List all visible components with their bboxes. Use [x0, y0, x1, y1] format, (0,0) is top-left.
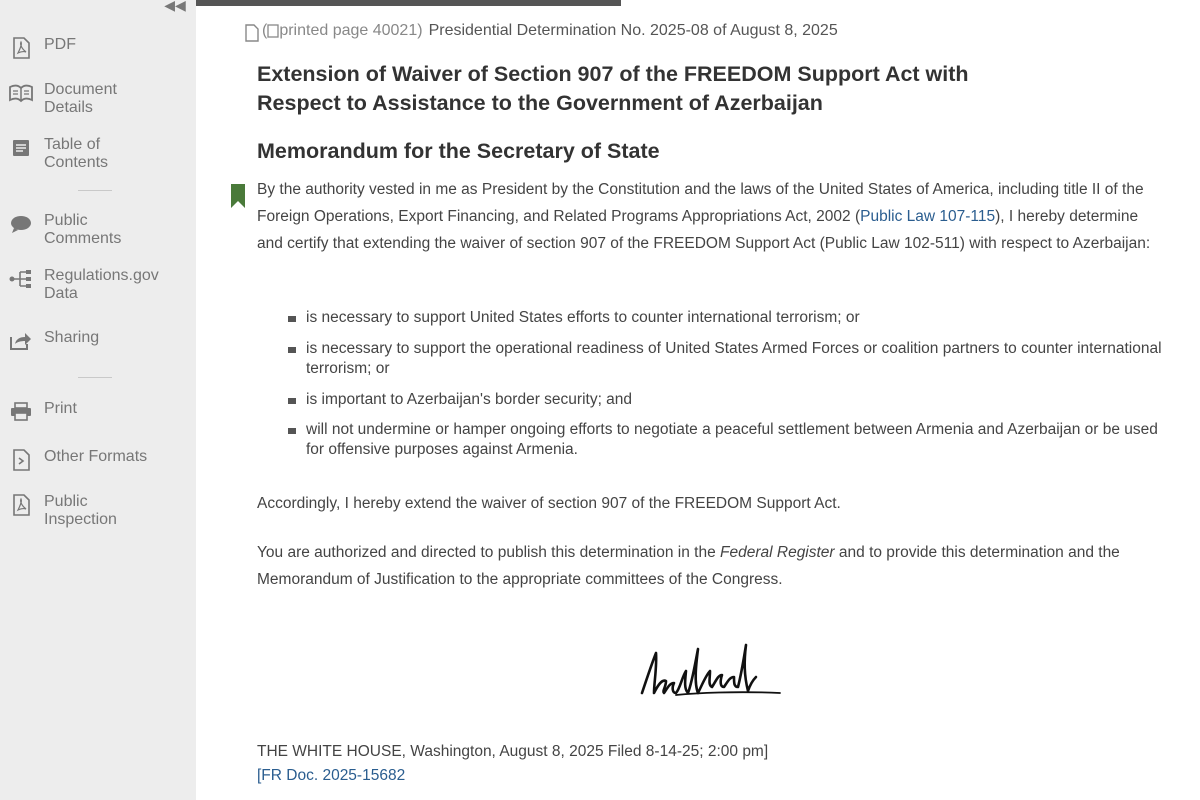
document-title-line: Extension of Waiver of Section 907 of the FREEDOM Support Act with: [257, 62, 969, 86]
pdf-icon: [8, 493, 34, 517]
tree-icon: [8, 267, 34, 291]
presidential-signature: [636, 625, 796, 715]
sidebar-item-label: Table of Contents: [44, 136, 109, 171]
list-item: will not undermine or hamper ongoing efforts to negotiate a peaceful settlement between Armenia and Azerbaijan or be used for offensive purposes against Armenia.: [288, 420, 1178, 460]
sidebar-divider: [78, 377, 112, 378]
body-paragraph-1: [257, 176, 1157, 257]
sidebar-item-regulations-gov-data[interactable]: [8, 267, 193, 303]
body-paragraph-3: [257, 539, 1157, 593]
memo-title: Memorandum for the Secretary of State: [257, 139, 660, 163]
print-icon: [8, 400, 34, 424]
sidebar-item-label: Document Details: [44, 81, 117, 116]
sidebar-item-label: Other Formats: [44, 448, 148, 465]
sidebar-item-print[interactable]: [8, 400, 193, 424]
sidebar-item-label: Print: [44, 400, 77, 417]
public-law-link[interactable]: Public Law 107-115: [860, 208, 996, 225]
list-item: is necessary to support the operational readiness of United States Armed Forces or coalition partners to counter international terrorism; or: [288, 339, 1178, 379]
paragraph-text: ), I hereby determine and certify that extending the waiver of section 907 of the FREEDOM Support Act (Public Law 102-511) with respect to Azerbaijan:: [257, 208, 1151, 252]
printed-page-marker: [244, 20, 838, 42]
sidebar-item-pdf[interactable]: [8, 36, 193, 60]
list-item: is important to Azerbaijan's border security; and: [288, 390, 1178, 410]
sidebar-item-label: Public Comments: [44, 212, 122, 247]
sidebar-divider: [78, 190, 112, 191]
page-small-icon: [267, 24, 279, 38]
book-icon: [8, 81, 34, 105]
code-icon: [8, 448, 34, 472]
sidebar-item-other-formats[interactable]: [8, 448, 193, 472]
sidebar-item-sharing[interactable]: [8, 329, 193, 353]
sidebar-item-public-comments[interactable]: [8, 212, 193, 248]
document-title-line: Respect to Assistance to the Government of Azerbaijan: [257, 91, 823, 115]
sidebar-item-label: Sharing: [44, 329, 100, 346]
sidebar-item-public-inspection[interactable]: [8, 493, 193, 529]
determination-number: Presidential Determination No. 2025-08 of August 8, 2025: [428, 22, 838, 39]
share-icon: [8, 329, 34, 353]
sidebar-item-label: PDF: [44, 36, 76, 53]
sidebar-item-table-of-contents[interactable]: [8, 136, 193, 172]
document-title: [257, 60, 1177, 118]
comment-icon: [8, 212, 34, 236]
sidebar: [0, 0, 196, 800]
sidebar-item-document-details[interactable]: [8, 81, 193, 117]
body-paragraph-2: Accordingly, I hereby extend the waiver of section 907 of the FREEDOM Support Act.: [257, 495, 841, 512]
contents-icon: [8, 136, 34, 160]
issuing-footer: THE WHITE HOUSE, Washington, August 8, 2025 Filed 8-14-25; 2:00 pm]: [257, 743, 769, 760]
collapse-sidebar-button[interactable]: ◀◀: [164, 0, 186, 13]
paragraph-text: and to provide this determination and the Memorandum of Justification to the appropriate committees of the Congress.: [257, 544, 1120, 588]
federal-register-italic: Federal Register: [720, 544, 835, 561]
printed-page-number: printed page 40021): [279, 22, 423, 39]
sidebar-item-label: Regulations.gov Data: [44, 267, 159, 302]
sidebar-item-label: Public Inspection: [44, 493, 117, 528]
document-content: [196, 0, 1200, 800]
page-icon: [244, 24, 260, 42]
fr-doc-link[interactable]: [FR Doc. 2025-15682: [257, 767, 406, 784]
bookmark-icon[interactable]: [231, 184, 245, 208]
printed-page-paren: (: [262, 22, 268, 39]
paragraph-text: You are authorized and directed to publish this determination in the: [257, 544, 721, 561]
pdf-icon: [8, 36, 34, 60]
list-item: is necessary to support United States efforts to counter international terrorism; or: [288, 308, 1178, 328]
paragraph-text: By the authority vested in me as President by the Constitution and the laws of the United States of America, including title II of the Foreign Operations, Export Financing, and Related Programs Appropriations Act, 2002 (: [257, 181, 1144, 225]
